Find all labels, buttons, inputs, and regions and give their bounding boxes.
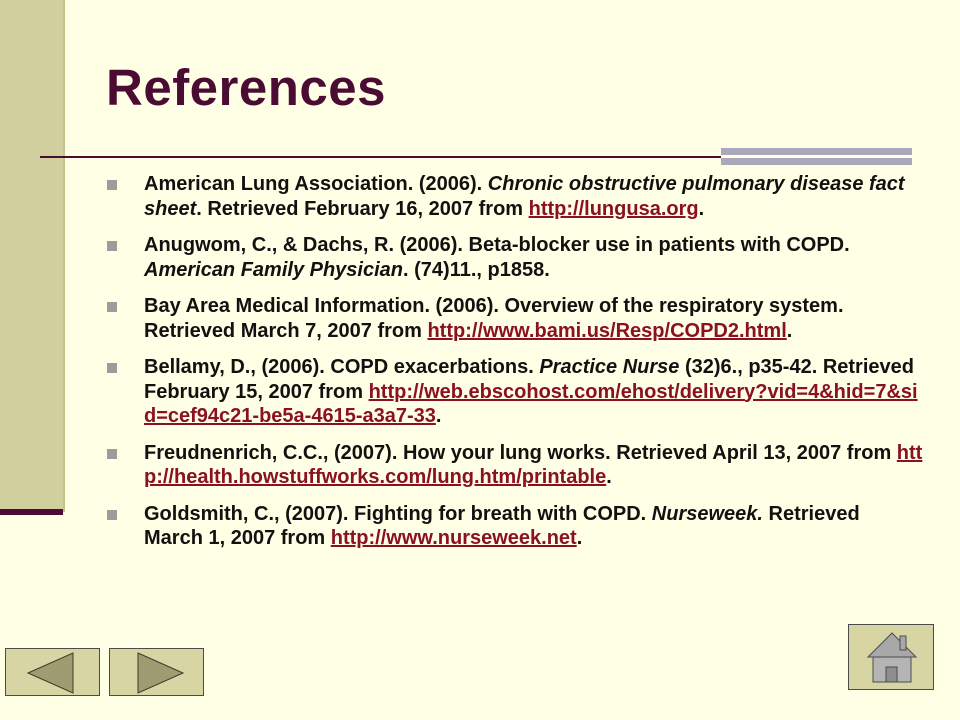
title-divider-accent — [721, 148, 912, 165]
reference-text: Bellamy, D., (2006). COPD exacerbations. — [144, 356, 540, 378]
reference-text: Goldsmith, C., (2007). Fighting for breath with COPD. — [144, 502, 652, 525]
reference-list — [107, 172, 923, 563]
reference-link[interactable]: http://health.howstuffworks.com/lung.htm/printable — [144, 441, 923, 488]
reference-item — [107, 233, 923, 282]
reference-item — [107, 441, 923, 490]
next-slide-button[interactable] — [109, 648, 204, 696]
reference-text: (32)6., p35-42. Retrieved February 15, 2007 from — [144, 356, 914, 403]
reference-title: Practice Nurse — [539, 356, 680, 378]
reference-item — [107, 355, 923, 429]
bullet-icon — [107, 180, 117, 190]
bullet-icon — [107, 363, 117, 373]
reference-text: Freudnenrich, C.C., (2007). How your lung works. Retrieved April 13, 2007 from — [144, 441, 897, 464]
slide-title: References — [106, 59, 386, 116]
reference-text: American Lung Association. (2006). — [144, 173, 488, 195]
reference-end: . — [606, 466, 612, 488]
right-triangle-icon — [110, 649, 205, 697]
previous-slide-button[interactable] — [5, 648, 100, 696]
reference-title: American Family Physician — [144, 258, 404, 281]
reference-text: . (74)11., p1858. — [403, 258, 550, 281]
house-icon — [849, 625, 935, 691]
reference-text: Retrieved March 1, 2007 from — [144, 502, 860, 549]
reference-item — [107, 502, 923, 551]
bullet-icon — [107, 449, 117, 459]
home-button[interactable] — [848, 624, 934, 690]
reference-end: . — [435, 405, 442, 427]
bullet-icon — [107, 241, 117, 251]
reference-end: . — [698, 197, 705, 220]
reference-item — [107, 294, 923, 343]
reference-link[interactable]: http://web.ebscohost.com/ehost/delivery?vid=4&hid=7&sid=cef94c21-be5a-4615-a3a7-33 — [144, 380, 918, 427]
left-strip-accent — [0, 509, 63, 515]
left-triangle-icon — [6, 649, 101, 697]
reference-end: . — [576, 527, 583, 549]
reference-text: Anugwom, C., & Dachs, R. (2006). Beta-blocker use in patients with COPD. — [144, 234, 850, 256]
left-decorative-strip — [0, 0, 65, 512]
reference-text: . Retrieved February 16, 2007 from — [196, 197, 529, 220]
reference-end: . — [786, 319, 793, 342]
reference-link[interactable]: http://lungusa.org — [528, 197, 699, 220]
reference-title: Chronic obstructive pulmonary disease fact sheet — [144, 173, 905, 220]
bullet-icon — [107, 302, 117, 312]
bullet-icon — [107, 510, 117, 520]
reference-link[interactable]: http://www.bami.us/Resp/COPD2.html — [427, 319, 787, 342]
reference-link[interactable]: http://www.nurseweek.net — [330, 527, 577, 549]
reference-title: Nurseweek. — [651, 502, 763, 525]
reference-item — [107, 172, 923, 221]
reference-text: Bay Area Medical Information. (2006). Overview of the respiratory system. Retrieved March 7, 2007 from — [144, 295, 844, 342]
